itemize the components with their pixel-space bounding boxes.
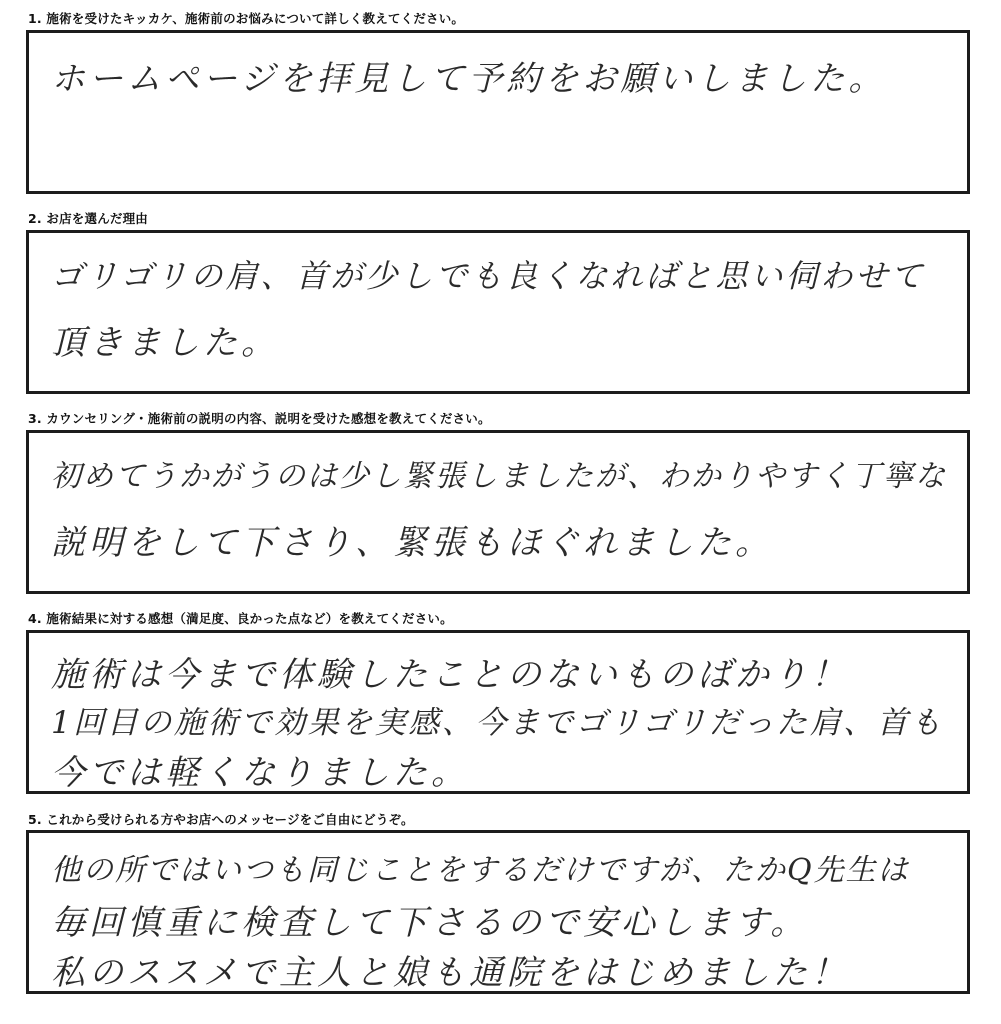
answer-line: ゴリゴリの肩、首が少しでも良くなればと思い伺わせて [51,257,926,295]
answer-line: ホームページを拝見して予約をお願いしました。 [51,59,887,99]
answer-line: 施術は今まで体験したことのないものばかり！ [51,655,849,695]
question-label-2: 2. お店を選んだ理由 [28,211,148,226]
answer-line: 初めてうかがうのは少し緊張しましたが、わかりやすく丁寧な [51,459,947,494]
answer-box-4 [26,630,970,794]
question-label-1: 1. 施術を受けたキッカケ、施術前のお悩みについて詳しく教えてください。 [28,11,465,26]
answer-line: 私のススメで主人と娘も通院をはじめました！ [51,953,849,993]
answer-box-5 [26,830,970,994]
answer-line: 頂きました。 [51,323,279,363]
answer-box-3 [26,430,970,594]
question-label-4: 4. 施術結果に対する感想（満足度、良かった点など）を教えてください。 [28,611,453,626]
answer-line: 今では軽くなりました。 [51,753,469,793]
question-label-5: 5. これから受けられる方やお店へのメッセージをご自由にどうぞ。 [28,812,414,827]
answer-box-2 [26,230,970,394]
answer-line: 説明をして下さり、緊張もほぐれました。 [51,523,773,563]
answer-box-1 [26,30,970,194]
question-label-3: 3. カウンセリング・施術前の説明の内容、説明を受けた感想を教えてください。 [28,411,491,426]
answer-line: 他の所ではいつも同じことをするだけですが、たかQ先生は [51,853,910,888]
answer-line: 毎回慎重に検査して下さるので安心します。 [51,903,809,943]
answer-line: 1回目の施術で効果を実感、今までゴリゴリだった肩、首も [51,705,944,741]
